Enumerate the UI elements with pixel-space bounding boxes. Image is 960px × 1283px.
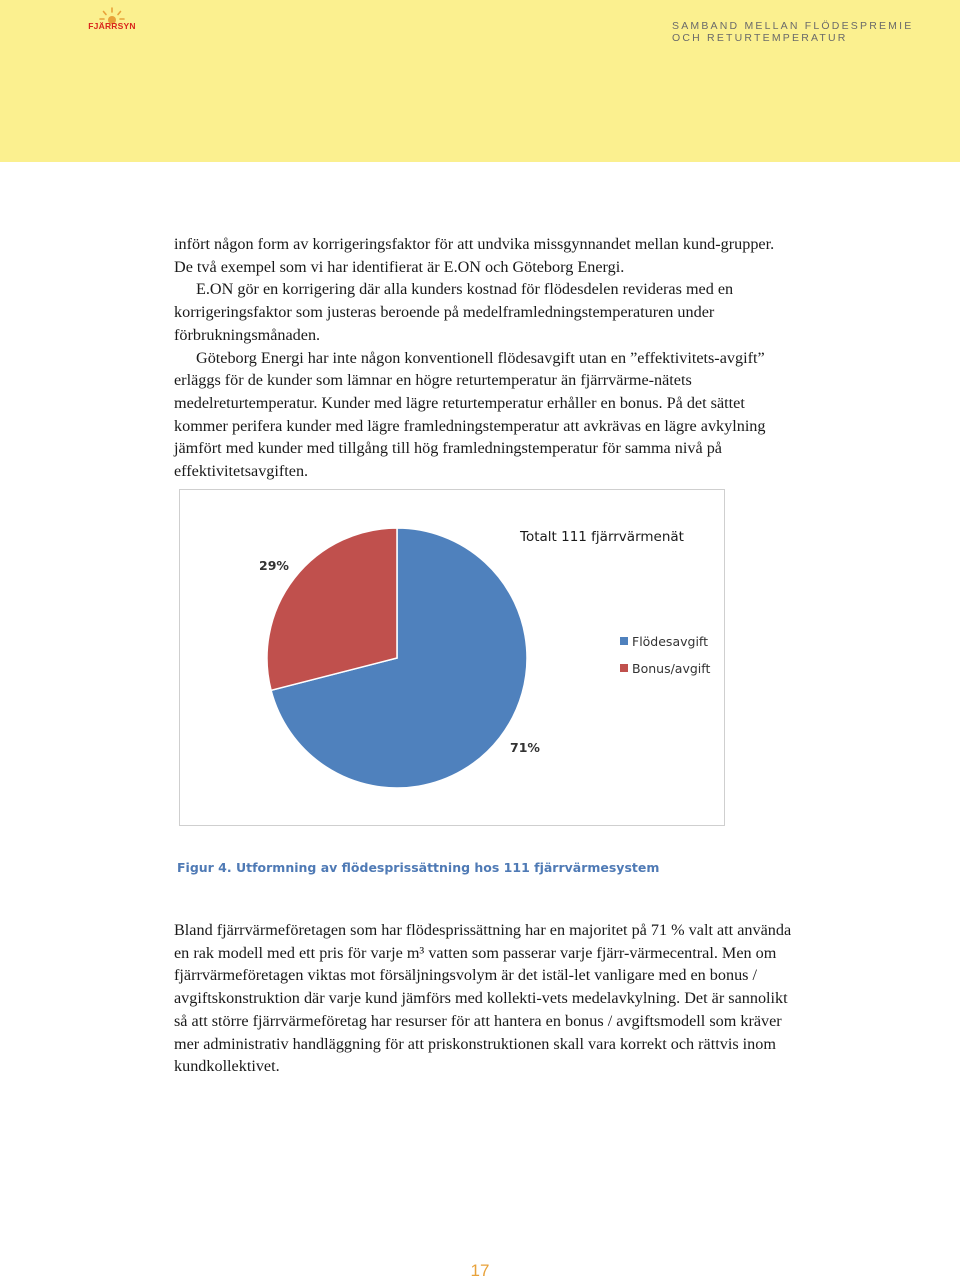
page-header bbox=[0, 0, 960, 162]
figure-caption: Figur 4. Utformning av flödesprissättning hos 111 fjärrvärmesystem bbox=[177, 860, 660, 875]
running-title: SAMBAND MELLAN FLÖDESPREMIE OCH RETURTEMPERATUR bbox=[672, 20, 914, 44]
pie-slices bbox=[267, 528, 527, 788]
paragraph: Göteborg Energi har inte någon konventionell flödesavgift utan en ”effektivitets-avgift” erläggs för de kunder som lämnar en högre returtemperatur än fjärrvärme-nätets medelreturtemperatur. Kunder med lägre returtemperatur erhåller en bonus. På det sättet kommer perifera kunder med lägre framledningstemperatur att avkrävas en lägre avkylning jämfört med kunder med tillgång till hög framledningstemperatur för samma nivå på effektivitetsavgiften. bbox=[174, 348, 766, 481]
paragraph: E.ON gör en korrigering där alla kunders kostnad för flödesdelen revideras med en korrigeringsfaktor som justeras beroende på medelframledningstemperaturen under förbrukningsmånaden. bbox=[174, 280, 734, 344]
legend-label: Flödesavgift bbox=[632, 634, 708, 649]
chart-title: Totalt 111 fjärrvärmenät bbox=[520, 529, 684, 545]
pie-chart bbox=[179, 489, 725, 826]
legend-swatch bbox=[620, 664, 628, 672]
paragraph: Bland fjärrvärmeföretagen som har flödesprissättning har en majoritet på 71 % valt att använda en rak modell med ett pris för varje m³ vatten som passerar varje fjärr-värmecentral. Men om fjärrvärmeföretagen viktas mot försäljningsvolym är det istäl-let vanligare med en bonus / avgiftskonstruktion där varje kund jämförs med kollekti-vets medelavkylning. Det är sannolikt så att större fjärrvärmeföretag har resurser för att hantera en bonus / avgiftsmodell som kräver mer administrativ handläggning för att priskonstruktionen skall vara korrekt och rättvis inom kundkollektivet. bbox=[174, 921, 792, 1076]
legend-label: Bonus/avgift bbox=[632, 661, 711, 676]
page-number: 17 bbox=[470, 1261, 490, 1280]
closing-text bbox=[174, 919, 794, 1078]
data-label: 29% bbox=[259, 558, 289, 573]
logo-text: FJÄRRSYN bbox=[88, 21, 136, 31]
legend bbox=[620, 634, 710, 676]
pie-chart-svg bbox=[180, 490, 724, 825]
data-label: 71% bbox=[510, 740, 540, 755]
paragraph: infört någon form av korrigeringsfaktor för att undvika missgynnandet mellan kund-grupper. De två exempel som vi har identifierat är E.ON och Göteborg Energi. bbox=[174, 235, 775, 276]
legend-swatch bbox=[620, 637, 628, 645]
intro-text bbox=[174, 233, 794, 483]
